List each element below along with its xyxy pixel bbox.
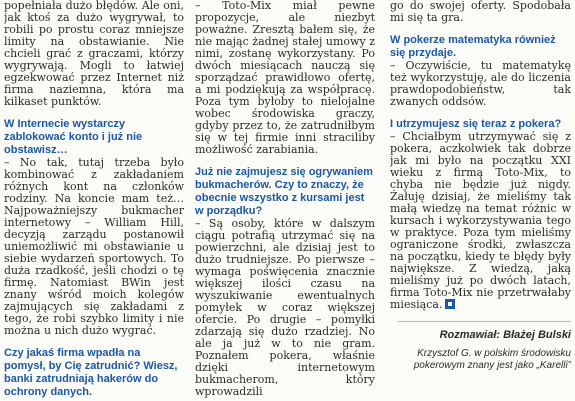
column-2	[195, 0, 375, 401]
paragraph-final	[390, 131, 571, 311]
divider	[398, 321, 571, 322]
author-credit: Rozmawiał: Błażej Bulski	[439, 329, 571, 341]
paragraph: – Są osoby, które w dalszym ciągu potrafią utrzymać się na powierzchni, ale dzisiaj jest to dużo trudniejsze. Po pierwsze – wymaga poświęcenia znacznie większej ilości czasu na wyszukiwanie ewentualnych pomyłek w coraz większej ofercie. Po drugie – pomyłki zdarzają się dużo rzadziej. No ale ja już w to nie gram. Poznałem pokera, właśnie dzięki internetowym bukmacherom, który wprowadzili	[195, 217, 375, 398]
photo-caption: Krzysztof G. w polskim środowisku pokerowym znany jest jako „Karelli”	[413, 348, 571, 371]
paragraph: – No tak, tutaj trzeba było kombinować z zakładaniem różnych kont na członków rodziny. Na koncie mam też… Najpoważniejszy bukmacher internetowy – William Hill, decyzją zarządu postanowił uniemożliwić mi obstawianie u siebie wydarzeń sportowych. To duża rzadkość, jeśli chodzi o tę firmę. Natomiast BWin jest znany wśród moich kolegów zajmujących się zakładami z tego, że robi szybko limity i nie można u nich dużo wygrać.	[4, 156, 184, 337]
end-of-article-square-icon	[445, 299, 455, 309]
paragraph: popełniała dużo błędów. Ale oni, jak ktoś za dużo wygrywał, to robili po prostu coraz mniejsze limity na obstawianie. Nie chcieli grać z graczami, którzy wygrywają. Mogli to łatwiej egzekwować przez Internet niż firma naziemna, która ma kilkaset punktów.	[4, 0, 184, 108]
interview-question: W Internecie wystarczy zablokować konto i już nie obstawisz…	[4, 118, 143, 156]
interview-question: I utrzymujesz się teraz z pokera?	[390, 118, 562, 130]
paragraph: – Toto-Mix miał pewne propozycje, ale niezbyt poważne. Zresztą bałem się, że nie mając żadnej stałej umowy z nimi, zostanę wykorzystany. Po dwóch miesiącach nauczą się sporządzać prawidłowo ofertę, a mi podziękują za współpracę. Poza tym byłoby to nielojalne wobec środowiska graczy, gdyby przez to, że zatrudniłbym się w tej firmie inni straciliby możliwość zarabiania.	[195, 0, 375, 156]
column-1	[4, 0, 184, 401]
interview-question: Już nie zajmujesz się ogrywaniem bukmacherów. Czy to znaczy, że obecnie wszystko z kursami jest w porządku?	[195, 166, 373, 217]
column-3	[390, 0, 571, 401]
interview-question: W pokerze matematyka również się przydaje.	[390, 34, 556, 59]
paragraph: – Oczywiście, tu matematykę też wykorzystuję, ale do liczenia prawdopodobieństw, tak zwanych oddsów.	[390, 59, 571, 108]
paragraph: go do swojej oferty. Spodobała mi się ta gra.	[390, 0, 571, 24]
interview-question: Czy jakaś firma wpadła na pomysł, by Cię zatrudnić? Wiesz, banki zatrudniają hakerów do ochrony danych.	[4, 347, 178, 398]
paragraph-text: – Chciałbym utrzymywać się z pokera, aczkolwiek tak dobrze jak mi było na początku XXI wieku z firmą Toto-Mix, to chyba nie będzie już nigdy. Żałuję dzisiaj, że mieliśmy tak małą wiedzę na temat różnic w kursach i wykorzystywania tego w praktyce. Poza tym mieliśmy ograniczone środki, zwłaszcza na początku, kiedy te błędy były największe. Z wiedzą, jaką mieliśmy już po dwóch latach, firma Toto-Mix nie przetrwałaby miesiąca.	[390, 130, 571, 311]
